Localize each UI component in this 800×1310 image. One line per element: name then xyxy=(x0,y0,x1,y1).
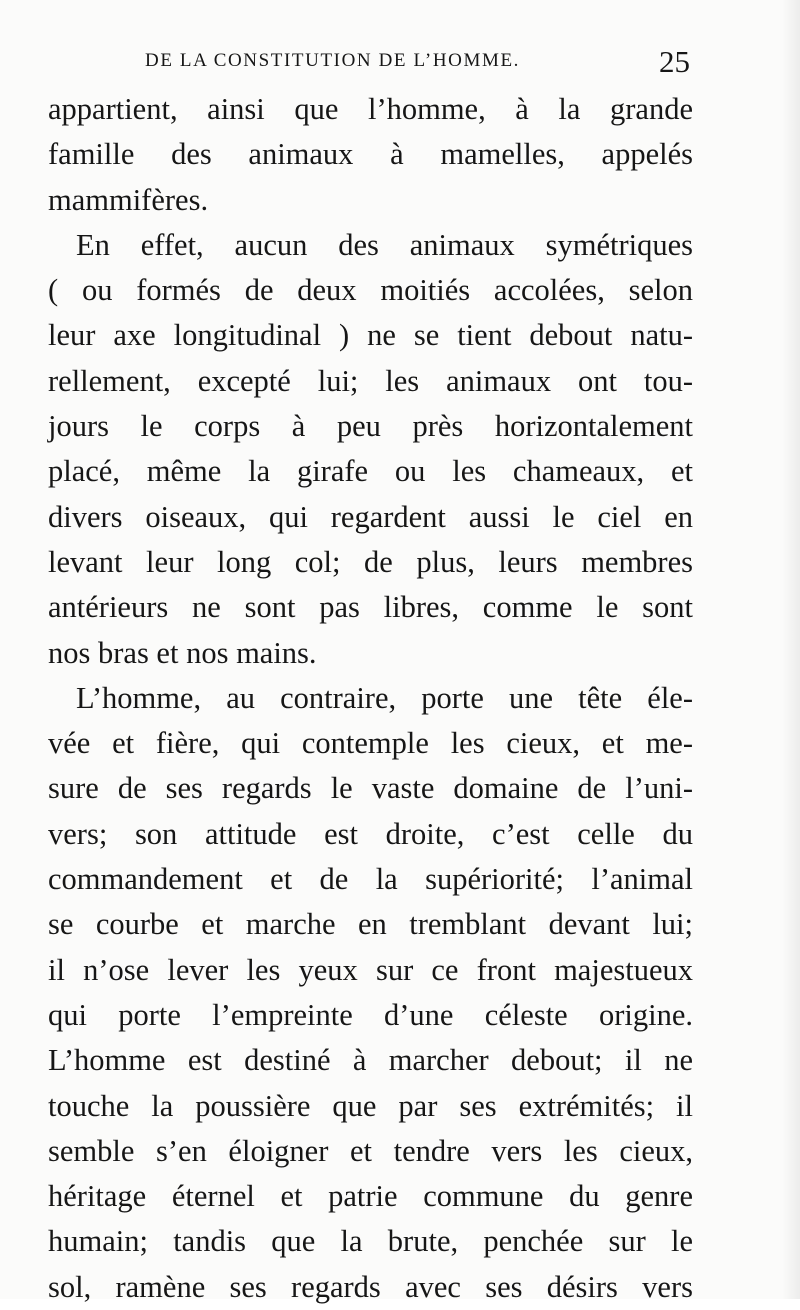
text-line: placé, même la girafe ou les chameaux, et xyxy=(48,454,693,489)
text-line: jours le corps à peu près horizontalement xyxy=(48,409,693,444)
text-line: mammifères. xyxy=(48,182,209,217)
text-line: famille des animaux à mamelles, appelés xyxy=(48,137,693,172)
text-line: L’homme est destiné à marcher debout; il ne xyxy=(48,1043,693,1078)
page-edge-shadow xyxy=(782,0,800,1299)
text-line: qui porte l’empreinte d’une céleste origine. xyxy=(48,997,693,1032)
running-head: DE LA CONSTITUTION DE L’HOMME. xyxy=(145,50,521,71)
text-line: vers; son attitude est droite, c’est celle du xyxy=(48,816,693,851)
body-text xyxy=(48,87,693,1310)
text-line: leur axe longitudinal ) ne se tient debout natu- xyxy=(48,318,693,353)
text-line: L’homme, au contraire, porte une tête éle- xyxy=(76,680,693,715)
text-line: divers oiseaux, qui regardent aussi le ciel en xyxy=(48,499,693,534)
text-line: sol, ramène ses regards avec ses désirs vers xyxy=(48,1269,693,1304)
text-line: héritage éternel et patrie commune du genre xyxy=(48,1179,693,1214)
text-line: antérieurs ne sont pas libres, comme le sont xyxy=(48,590,693,625)
text-line: nos bras et nos mains. xyxy=(48,635,317,670)
text-line: appartient, ainsi que l’homme, à la grande xyxy=(48,92,693,126)
text-line: vée et fière, qui contemple les cieux, et me- xyxy=(48,726,693,761)
page-number: 25 xyxy=(659,44,690,79)
text-line: touche la poussière que par ses extrémités; il xyxy=(48,1088,693,1123)
text-line: humain; tandis que la brute, penchée sur le xyxy=(48,1224,693,1259)
text-line: sure de ses regards le vaste domaine de l’uni- xyxy=(48,771,693,806)
text-line: rellement, excepté lui; les animaux ont tou- xyxy=(48,363,693,398)
text-line: il n’ose lever les yeux sur ce front majestueux xyxy=(48,952,693,987)
text-line: levant leur long col; de plus, leurs membres xyxy=(48,544,693,579)
text-line: se courbe et marche en tremblant devant lui; xyxy=(48,907,693,942)
page-header xyxy=(145,44,690,84)
text-line: semble s’en éloigner et tendre vers les cieux, xyxy=(48,1133,693,1168)
text-line: commandement et de la supériorité; l’animal xyxy=(48,862,693,897)
text-line: En effet, aucun des animaux symétriques xyxy=(76,227,693,262)
text-line: ( ou formés de deux moitiés accolées, selon xyxy=(48,273,693,308)
